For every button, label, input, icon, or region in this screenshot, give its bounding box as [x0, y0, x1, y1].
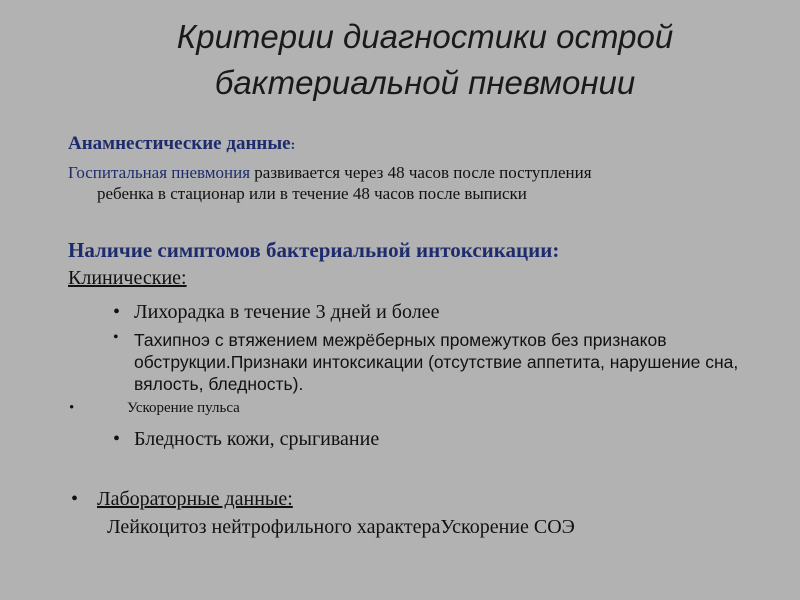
list-item-text: Лихорадка в течение 3 дней и более	[134, 301, 440, 323]
anamnesis-heading-colon: :	[290, 138, 296, 153]
lab-heading: Лабораторные данные:	[97, 488, 293, 510]
anamnesis-text-line2: ребенка в стационар или в течение 48 часов после выписки	[97, 184, 527, 203]
anamnesis-heading	[68, 133, 295, 155]
bullet-marker: •	[113, 301, 121, 323]
anamnesis-text-line1: развивается через 48 часов после поступления	[250, 163, 592, 182]
anamnesis-heading-text: Анамнестические данные	[68, 133, 291, 154]
bullet-marker: •	[71, 488, 79, 510]
lab-text: Лейкоцитоз нейтрофильного характераУскорение СОЭ	[107, 516, 575, 538]
list-item-text: Тахипноэ с втяжением межрёберных промежутков без признаков обструкции.Признаки интоксикации (отсутствие аппетита, нарушение сна, вялость, бледность).	[134, 330, 739, 394]
list-item-text: Ускорение пульса	[127, 400, 240, 416]
slide-title-line2: бактериальной пневмонии	[214, 64, 636, 101]
bullet-marker: •	[113, 428, 121, 450]
slide-title-line1: Критерии диагностики острой	[176, 18, 674, 55]
slide-title	[0, 14, 800, 106]
bullet-marker: •	[69, 400, 75, 416]
list-item-text: Бледность кожи, срыгивание	[134, 428, 380, 450]
anamnesis-term: Госпитальная пневмония	[68, 163, 251, 182]
clinical-label: Клинические:	[68, 267, 187, 289]
bullet-marker: •	[113, 329, 119, 346]
anamnesis-paragraph	[68, 162, 768, 204]
intoxication-heading: Наличие симптомов бактериальной интоксикации:	[68, 238, 560, 262]
